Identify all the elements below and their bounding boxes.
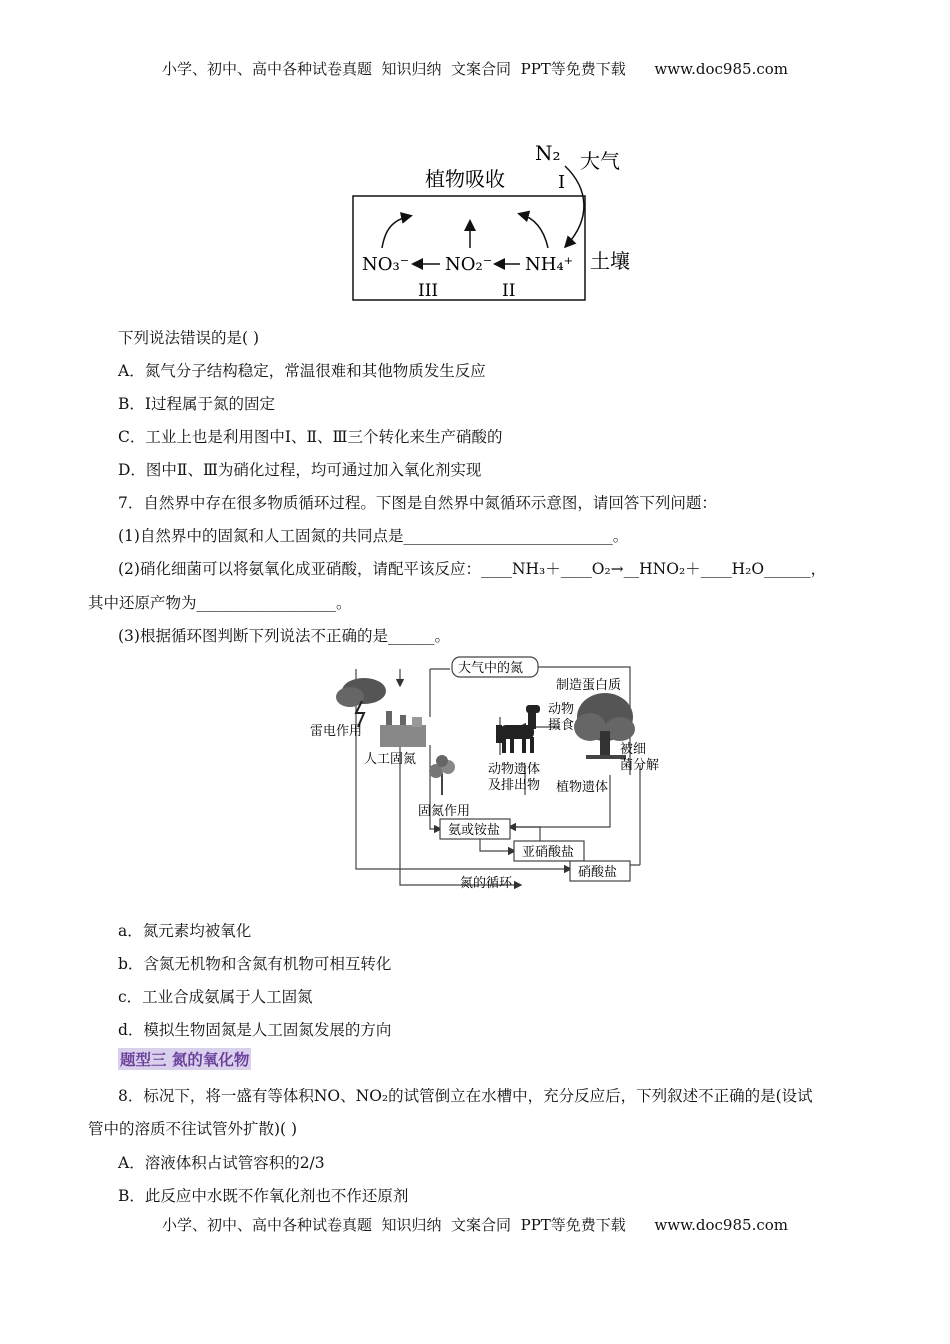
remains-label-2: 及排出物: [488, 778, 541, 793]
industrial-label: 人工固氮: [364, 752, 417, 767]
no2-label: NO₂⁻: [445, 254, 493, 275]
storm-cloud-icon: [336, 678, 386, 727]
q8-option-b: B．此反应中水既不作氧化剂也不作还原剂: [118, 1187, 409, 1205]
q6-option-b: B．Ⅰ过程属于氮的固定: [118, 395, 276, 413]
q7-part1: (1)自然界中的固氮和人工固氮的共同点是___________________________。: [118, 527, 629, 545]
q6-option-d: D．图中Ⅱ、Ⅲ为硝化过程，均可通过加入氧化剂实现: [118, 461, 482, 479]
protein-label: 制造蛋白质: [556, 678, 622, 693]
fixation-label: 固氮作用: [418, 804, 471, 819]
page-header: 小学、初中、高中各种试卷真题 知识归纳 文案合同 PPT等免费下载 www.doc985.com: [161, 60, 788, 78]
q7-part3: (3)根据循环图判断下列说法不正确的是______。: [118, 627, 450, 645]
nitrogen-conversion-diagram: [330, 138, 650, 308]
q8-stem: 8．标况下，将一盛有等体积NO、NO₂的试管倒立在水槽中，充分反应后，下列叙述不正确的是(设试: [118, 1087, 813, 1105]
nitrite-box-label: 亚硝酸盐: [522, 845, 575, 860]
soil-label: 土壤: [590, 249, 630, 273]
atmosphere-label: 大气: [580, 149, 620, 173]
nitrogen-cycle-diagram: [300, 655, 660, 895]
soil-box: [353, 196, 585, 300]
q7-option-a: a．氮元素均被氧化: [118, 922, 252, 940]
roman-three-label: III: [418, 281, 439, 301]
no3-uptake-arrow: [382, 216, 410, 248]
fixation-arrow: [565, 166, 584, 246]
q7-stem: 7．自然界中存在很多物质循环过程。下图是自然界中氮循环示意图，请回答下列问题：: [118, 494, 717, 512]
q6-stem: 下列说法错误的是( ): [118, 329, 260, 347]
cycle-label: 氮的循环: [460, 876, 513, 891]
animal-eat-label-2: 摄食: [548, 718, 575, 733]
q8-stem-cont: 管中的溶质不往试管外扩散)( ): [88, 1120, 298, 1138]
q6-option-c: C．工业上也是利用图中Ⅰ、Ⅱ、Ⅲ三个转化来生产硝酸的: [118, 428, 503, 446]
section-title: 题型三 氮的氧化物: [118, 1048, 251, 1070]
bacteria-label-1: 被细: [620, 742, 647, 757]
q7-part2: (2)硝化细菌可以将氨氧化成亚硝酸，请配平该反应：____NH₃＋____O₂→__HNO₂＋____H₂O______，: [118, 560, 827, 578]
plant-absorb-label: 植物吸收: [425, 167, 505, 191]
n2-label: N₂: [535, 141, 561, 165]
animal-eat-label-1: 动物: [548, 702, 575, 717]
q7-option-b: b．含氮无机物和含氮有机物可相互转化: [118, 955, 392, 973]
ammonia-box-label: 氨或铵盐: [448, 823, 501, 838]
nitrate-box-label: 硝酸盐: [578, 865, 618, 880]
bacteria-label-2: 菌分解: [620, 758, 660, 773]
plant-remains-label: 植物遗体: [556, 780, 609, 795]
nh4-label: NH₄⁺: [525, 254, 574, 275]
q7-option-d: d．模拟生物固氮是人工固氮发展的方向: [118, 1021, 392, 1039]
q6-option-a: A．氮气分子结构稳定，常温很难和其他物质发生反应: [118, 362, 486, 380]
q7-part2-cont: 其中还原产物为__________________。: [88, 594, 352, 612]
lightning-label: 雷电作用: [310, 724, 363, 739]
atm-nitrogen-label: 大气中的氮: [458, 661, 524, 676]
no3-label: NO₃⁻: [362, 254, 410, 275]
q7-option-c: c．工业合成氨属于人工固氮: [118, 988, 313, 1006]
roman-two-label: II: [502, 281, 516, 301]
q8-option-a: A．溶液体积占试管容积的2/3: [118, 1154, 325, 1172]
nh4-uptake-arrow: [520, 214, 548, 248]
horse-icon: [496, 705, 540, 753]
remains-label-1: 动物遗体: [488, 762, 541, 777]
legume-plant-icon: [429, 755, 455, 795]
roman-one-label: I: [558, 172, 566, 193]
factory-icon: [380, 711, 426, 747]
page-footer: 小学、初中、高中各种试卷真题 知识归纳 文案合同 PPT等免费下载 www.doc985.com: [161, 1216, 788, 1234]
